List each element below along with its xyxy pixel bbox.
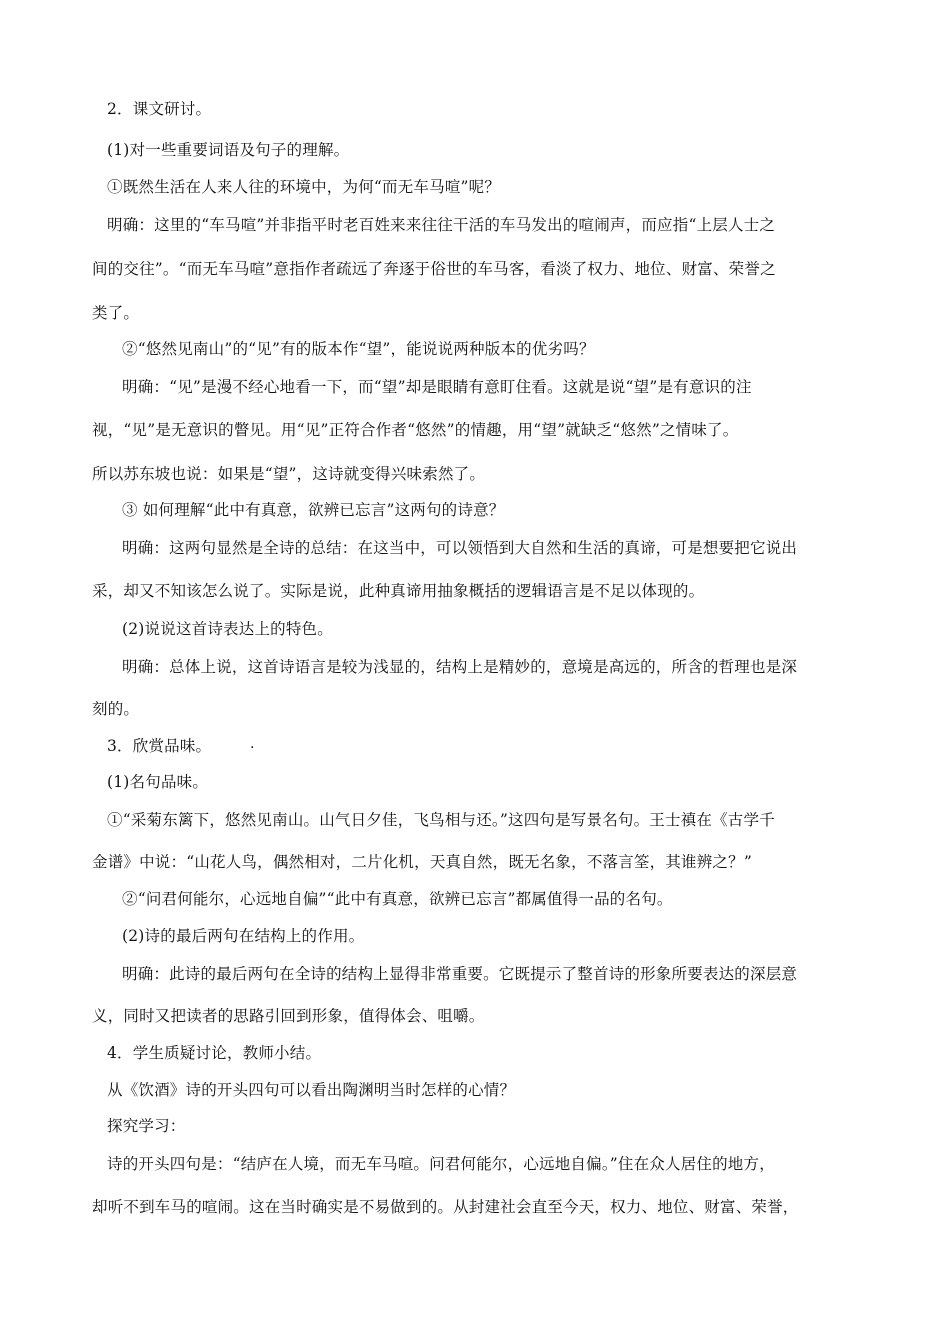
- answer-3-line-1: 明确：这两句显然是全诗的总结：在这当中，可以领悟到大自然和生活的真谛，可是想要把它说出: [122, 539, 798, 557]
- subheading-last-two-lines: (2)诗的最后两句在结构上的作用。: [122, 927, 365, 945]
- answer-features-line-2: 刻的。: [92, 700, 140, 718]
- answer-1-line-1: 明确：这里的“车马喧”并非指平时老百姓来来往往干活的车马发出的喧闹声，而应指“上层人士之: [107, 216, 776, 234]
- subheading-key-phrases: (1)对一些重要词语及句子的理解。: [107, 141, 350, 159]
- answer-features-line-1: 明确：总体上说，这首诗语言是较为浅显的，结构上是精妙的，意境是高远的，所含的哲理也是深: [122, 658, 798, 676]
- answer-1-line-2: 间的交往”。“而无车马喧”意指作者疏远了奔逐于俗世的车马客，看淡了权力、地位、财富、荣誉之: [92, 260, 776, 278]
- famous-lines-1-line-1: ①“采菊东篱下，悠然见南山。山气日夕佳，飞鸟相与还。”这四句是写景名句。王士禛在《古学千: [107, 811, 775, 829]
- section-heading-text-study: 2．课文研讨。: [107, 100, 212, 118]
- question-2: ②“悠然见南山”的“见”有的版本作“望”，能说说两种版本的优劣吗？: [122, 340, 595, 358]
- famous-lines-2: ②“问君何能尔，心远地自偏”“此中有真意，欲辨已忘言”都属值得一品的名句。: [122, 890, 673, 908]
- answer-3-line-2: 采，却又不知该怎么说了。实际是说，此种真谛用抽象概括的逻辑语言是不足以体现的。: [92, 582, 705, 600]
- exploration-label: 探究学习：: [107, 1117, 186, 1135]
- subheading-expression-features: (2)说说这首诗表达上的特色。: [122, 620, 333, 638]
- stray-mark: .: [250, 736, 255, 752]
- exploration-line-1: 诗的开头四句是：“结庐在人境，而无车马喧。问君何能尔，心远地自偏。”住在众人居住的地方，: [107, 1155, 775, 1173]
- section-heading-discussion: 4．学生质疑讨论，教师小结。: [107, 1044, 322, 1062]
- discussion-question: 从《饮酒》诗的开头四句可以看出陶渊明当时怎样的心情？: [107, 1081, 516, 1099]
- answer-structure-line-2: 义，同时又把读者的思路引回到形象，值得体会、咀嚼。: [92, 1007, 485, 1025]
- exploration-line-2: 却听不到车马的喧闹。这在当时确实是不易做到的。从封建社会直至今天，权力、地位、财富、荣誉，: [92, 1198, 799, 1216]
- answer-structure-line-1: 明确：此诗的最后两句在全诗的结构上显得非常重要。它既提示了整首诗的形象所要表达的深层意: [122, 965, 798, 983]
- question-1: ①既然生活在人来人往的环境中，为何“而无车马喧”呢？: [107, 178, 501, 196]
- answer-2-line-2: 视，“见”是无意识的瞥见。用“见”正符合作者“悠然”的情趣，用“望”就缺乏“悠然”之情味了。: [92, 421, 739, 439]
- subheading-famous-lines: (1)名句品味。: [107, 773, 209, 791]
- answer-1-line-3: 类了。: [92, 304, 140, 322]
- answer-2-line-1: 明确：“见”是漫不经心地看一下，而“望”却是眼睛有意盯住看。这就是说“望”是有意识的注: [122, 378, 752, 396]
- famous-lines-1-line-2: 金谱》中说：“山花人鸟，偶然相对，二片化机，天真自然，既无名象，不落言筌，其谁辨之？”: [92, 853, 752, 871]
- question-3: ③ 如何理解“此中有真意，欲辨已忘言”这两句的诗意？: [122, 501, 505, 519]
- answer-2-line-3: 所以苏东坡也说：如果是“望”，这诗就变得兴味索然了。: [92, 465, 486, 483]
- section-heading-appreciation: 3．欣赏品味。: [107, 737, 212, 755]
